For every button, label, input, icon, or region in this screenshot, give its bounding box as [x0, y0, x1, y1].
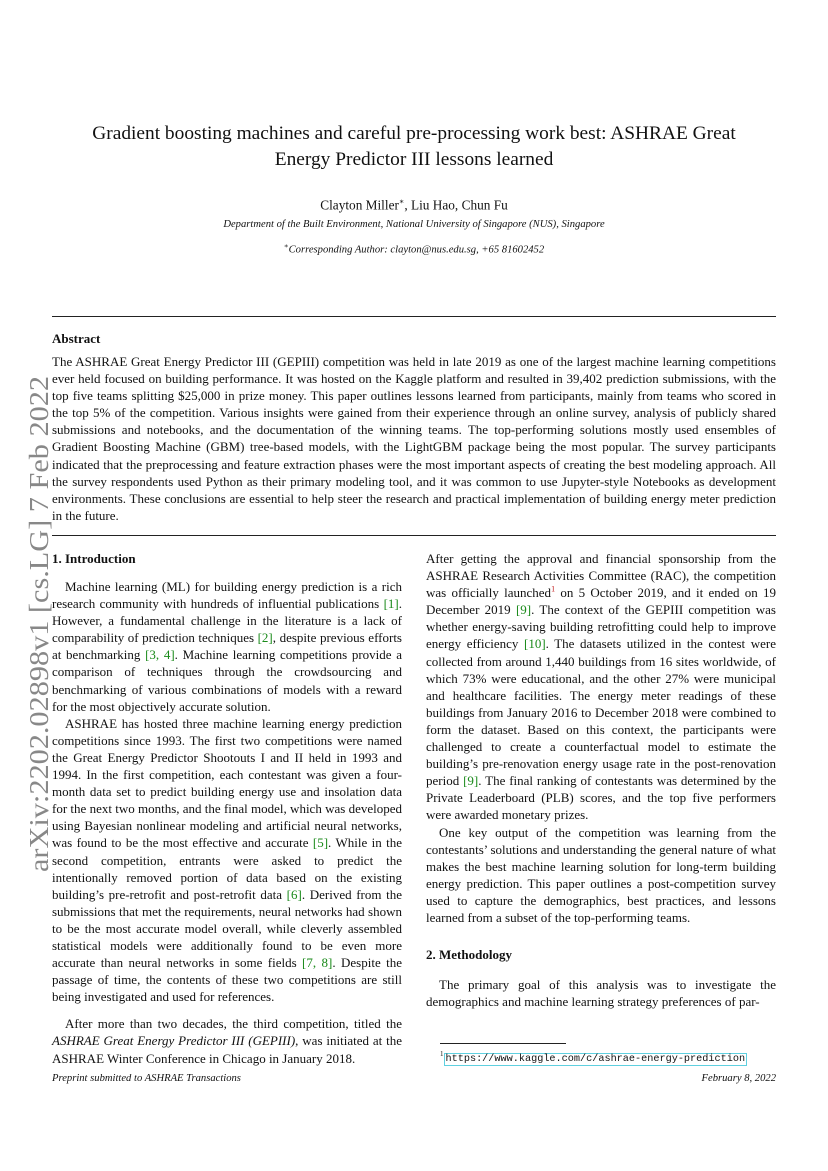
section-2-heading: 2. Methodology	[426, 947, 512, 963]
citation-5[interactable]: [5]	[312, 835, 329, 851]
author-list	[60, 193, 768, 214]
citation-6[interactable]: [6]	[286, 886, 302, 902]
citation-3-4[interactable]: [3, 4]	[145, 647, 175, 663]
citation-9[interactable]: [9]	[515, 602, 532, 618]
footnote-marker[interactable]: 1	[551, 584, 556, 594]
footer-preprint: Preprint submitted to ASHRAE Transactions	[52, 1073, 241, 1084]
arxiv-stamp-text: arXiv:2202.02898v1 [cs.LG] 7 Feb 2022	[23, 421, 54, 872]
intro-paragraph-1: Machine learning (ML) for building energy prediction is a rich research community with hundreds of influential publications [1]. However, a fundamental challenge in the literature is a lack of comparability of prediction techniques [2], despite previous efforts at benchmarking [3, 4]. Machine learning competitions provide a comparison of techniques through the crowdsourcing and benchmarking of various combinations of models with a reward for the most objectively accurate solution.	[52, 579, 402, 714]
abstract-body: The ASHRAE Great Energy Predictor III (GEPIII) competition was held in late 2019 as one of the largest machine learning competitions ever held focused on building performance. It was hosted on the Kaggle platform and resulted in 39,402 prediction submissions, with the top five teams splitting $25,000 in prize money. This paper outlines lessons learned from participants, mainly from teams who scored in the top 5% of the competition. Various insights were gained from their experience through an online survey, analysis of publicly shared submissions and notebooks, and the documentation of the winning teams. The top-performing solutions mostly used ensembles of Gradient Boosting Machine (GBM) tree-based models, with the LightGBM package being the most popular. The survey participants indicated that the preprocessing and feature extraction phases were the most important aspects of creating the best modeling approach. All the survey respondents used Python as their primary modeling tool, and it was common to use Jupyter-style Notebooks as development environments. These conclusions are essential to help steer the research and practical implementation of building energy meter prediction in the future.	[52, 354, 776, 523]
abstract-heading: Abstract	[52, 331, 101, 346]
footnote-number: 1	[440, 1050, 444, 1058]
citation-10[interactable]: [10]	[523, 636, 546, 652]
author-rest: , Liu Hao, Chun Fu	[404, 197, 508, 213]
methodology-paragraph-1: The primary goal of this analysis was to investigate the demographics and machine learning strategy preferences of par-	[426, 977, 776, 1010]
author-star: ∗	[398, 197, 405, 206]
intro-paragraph-2: ASHRAE has hosted three machine learning energy prediction competitions since 1993. The first two competitions were named the Great Energy Predictor Shootouts I and II held in 1993 and 1994. In the first competition, each contestant was given a four-month data set to predict building energy use and insolation data for the next two months, and the final model, which was developed using Bayesian nonlinear modeling and artificial neural networks, was found to be the most effective and accurate [5]. While in the second competition, entrants were asked to predict the intentionally removed portion of data based on the existing building’s pre-retrofit and post-retrofit data [6]. Derived from the submissions that met the requirements, neural networks had shown to be the most accurate model overall, while cleverly assembled statistical models were additionally found to be even more accurate than neural networks in some fields [7, 8]. Despite the passage of time, the contents of these two competitions are still being investigated and used for references.	[52, 715, 402, 1005]
intro-paragraph-3: After more than two decades, the third competition, titled the ASHRAE Great Energy Predictor III (GEPIII), was initiated at the ASHRAE Winter Conference in Chicago in January 2018.	[52, 1016, 402, 1066]
paper-title	[60, 121, 768, 173]
intro-paragraph-5: One key output of the competition was learning from the contestants’ solutions and understanding the general nature of what makes the best machine learning solution for long-term building energy prediction. This paper outlines a post-competition survey used to capture the demographics, best practices, and lessons learned from a subset of the top-performing teams.	[426, 824, 776, 925]
section-1-heading: 1. Introduction	[52, 551, 136, 566]
footer-date: February 8, 2022	[701, 1073, 776, 1084]
left-column	[52, 550, 402, 1067]
citation-1[interactable]: [1]	[383, 596, 399, 612]
citation-7-8[interactable]: [7, 8]	[302, 955, 333, 971]
corresponding-author	[60, 238, 768, 259]
arxiv-stamp	[8, 372, 58, 872]
gepiii-name: ASHRAE Great Energy Predictor III (GEPIII)	[52, 1033, 296, 1049]
intro-paragraph-4: After getting the approval and financial sponsorship from the ASHRAE Research Activities Committee (RAC), the competition was officially launched$^1$ on 5 October 2019, and it ended on 19 December 2019 [9]. The context of the GEPIII competition was whether energy-saving building retrofitting could help to improve energy efficiency [10]. The datasets utilized in the contest were collected from around 1,440 buildings from 16 sites worldwide, of which 73% were educational, and the other 27% were municipal and healthcare facilities. The energy meter readings of these buildings from January 2016 to December 2018 were combined to form the dataset. Based on this context, the participants were challenged to create a counterfactual model to estimate the building’s pre-renovation energy usage rate in the post-renovation period [9]. The final ranking of contestants was determined by the Private Leaderboard (PLB) scores, and the top five performers were awarded monetary prizes.	[426, 551, 776, 823]
right-column	[426, 550, 776, 1010]
corr-star: ∗	[283, 242, 289, 250]
title-line-2: Energy Predictor III lessons learned	[274, 149, 554, 170]
title-line-1: Gradient boosting machines and careful pre-processing work best: ASHRAE Great	[92, 123, 736, 144]
top-rule	[52, 316, 776, 317]
citation-9b[interactable]: [9]	[463, 773, 479, 789]
footnote-rule	[440, 1043, 566, 1044]
footnote-link[interactable]: https://www.kaggle.com/c/ashrae-energy-prediction	[445, 1053, 746, 1065]
citation-2[interactable]: [2]	[257, 630, 273, 646]
author-first: Clayton Miller	[320, 197, 399, 213]
affiliation: Department of the Built Environment, National University of Singapore (NUS), Singapore	[223, 219, 605, 230]
corr-text: Corresponding Author: clayton@nus.edu.sg, +65 81602452	[288, 244, 545, 256]
footnote	[440, 1047, 747, 1067]
abstract-bottom-rule	[52, 535, 776, 536]
